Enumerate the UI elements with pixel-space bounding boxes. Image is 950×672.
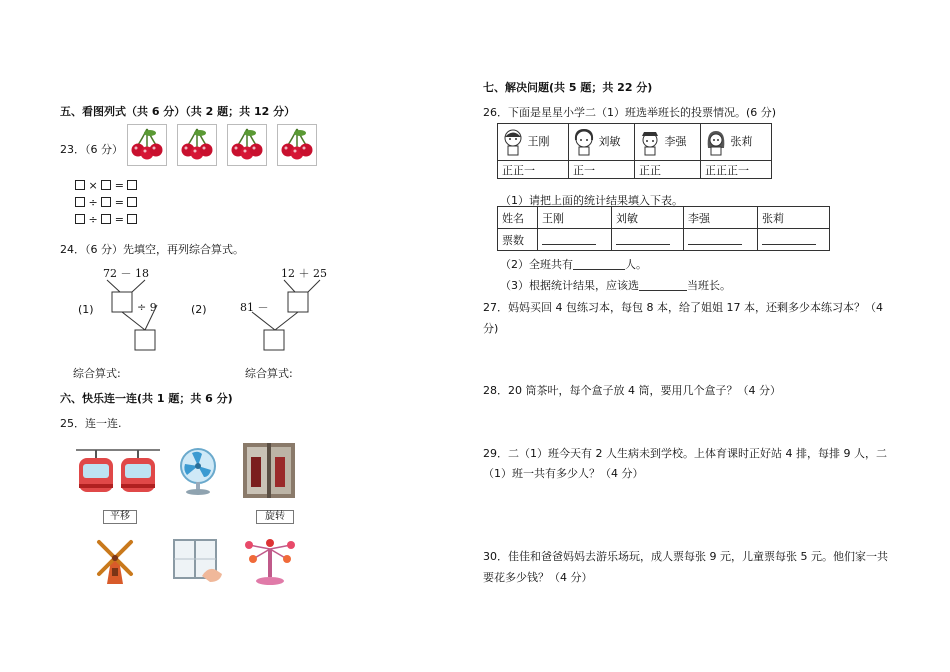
translate-tag[interactable]: 平移 xyxy=(103,510,137,524)
section7-title: 七、解决问题(共 5 题；共 22 分) xyxy=(483,81,653,94)
candidate-name: 刘敏 xyxy=(598,135,621,148)
cherry-image xyxy=(127,124,167,166)
candidate-cell xyxy=(498,124,569,161)
q28-line1: 28．20 筒茶叶，每个盒子放 4 筒，要用几个盒子？（4 分） xyxy=(483,384,781,397)
header-cell: 王刚 xyxy=(538,207,612,229)
combined-formula-label: 综合算式: xyxy=(73,367,121,380)
candidate-cell xyxy=(569,124,635,161)
answer-box[interactable] xyxy=(127,180,137,190)
answer-box[interactable] xyxy=(101,180,111,190)
candidate-name: 李强 xyxy=(664,135,687,148)
answer-blank[interactable] xyxy=(542,244,596,245)
operator: ÷ xyxy=(88,213,98,226)
cherry-image xyxy=(177,124,217,166)
answer-blank[interactable] xyxy=(573,269,625,270)
answer-box[interactable] xyxy=(75,214,85,224)
section5-title: 五、看图列式（共 6 分）（共 2 题；共 12 分） xyxy=(60,105,296,118)
boy-cap-avatar-icon xyxy=(639,128,661,156)
cherry-image xyxy=(277,124,317,166)
votes-input-cell[interactable] xyxy=(612,229,684,251)
equation-row xyxy=(75,213,137,226)
candidate-cell xyxy=(635,124,701,161)
vote-count-table xyxy=(497,206,830,251)
q23-label: 23．（6 分） xyxy=(60,143,123,156)
q29-line1: 29．二（1）班今天有 2 人生病未到学校。上体育课时正好站 4 排，每排 9 人，二 xyxy=(483,447,887,460)
tally-row xyxy=(498,161,772,179)
tally-cell: 正正 xyxy=(635,161,701,179)
q25-label: 25．连一连. xyxy=(60,417,122,430)
answer-box[interactable] xyxy=(127,214,137,224)
q30-line2: 要花多少钱？（4 分） xyxy=(483,571,593,584)
votes-row xyxy=(498,229,830,251)
candidate-row xyxy=(498,124,772,161)
operator: ÷ xyxy=(88,196,98,209)
tally-cell: 正正一 xyxy=(498,161,569,179)
q27-line2: 分) xyxy=(483,322,499,335)
answer-box[interactable] xyxy=(101,197,111,207)
answer-blank[interactable] xyxy=(762,244,816,245)
part-number: (1) xyxy=(78,303,94,316)
swing-ride-image[interactable] xyxy=(243,537,297,587)
answer-blank[interactable] xyxy=(688,244,742,245)
vote-tally-table xyxy=(497,123,772,179)
electric-fan-image[interactable] xyxy=(175,446,221,496)
q27-line1: 27．妈妈买回 4 包练习本，每包 8 本，给了姐姐 17 本，还剩多少本练习本？（4 xyxy=(483,301,883,314)
revolving-door-image[interactable] xyxy=(243,443,295,498)
windmill-image[interactable] xyxy=(93,538,137,586)
votes-input-cell[interactable] xyxy=(684,229,758,251)
tally-cell: 正正正一 xyxy=(701,161,772,179)
header-row xyxy=(498,207,830,229)
q26-sub1: （1）请把上面的统计结果填入下表。 xyxy=(500,194,683,207)
header-cell: 姓名 xyxy=(498,207,538,229)
candidate-cell xyxy=(701,124,772,161)
header-cell: 刘敏 xyxy=(612,207,684,229)
equals-sign: = xyxy=(114,196,124,209)
q26-sub3: （3）根据统计结果，应该选 当班长。 xyxy=(500,279,731,292)
section6-title: 六、快乐连一连(共 1 题；共 6 分) xyxy=(60,392,233,405)
answer-box[interactable] xyxy=(101,214,111,224)
part-number: (2) xyxy=(191,303,207,316)
cherry-image xyxy=(227,124,267,166)
equation-row xyxy=(75,179,137,192)
header-cell: 张莉 xyxy=(758,207,830,229)
candidate-name: 张莉 xyxy=(730,135,753,148)
header-cell: 李强 xyxy=(684,207,758,229)
girl-avatar-icon xyxy=(573,128,595,156)
answer-blank[interactable] xyxy=(616,244,670,245)
equals-sign: = xyxy=(114,179,124,192)
cable-car-image[interactable] xyxy=(76,444,160,496)
answer-box[interactable] xyxy=(75,180,85,190)
votes-input-cell[interactable] xyxy=(758,229,830,251)
candidate-name: 王刚 xyxy=(527,135,550,148)
answer-blank[interactable] xyxy=(639,290,687,291)
tally-cell: 正一 xyxy=(569,161,635,179)
answer-box[interactable] xyxy=(75,197,85,207)
q24-label: 24．（6 分）先填空，再列综合算式。 xyxy=(60,243,244,256)
q26-label: 26．下面是星星小学二（1）班选举班长的投票情况。(6 分) xyxy=(483,106,777,119)
equals-sign: = xyxy=(114,213,124,226)
q29-line2: （1）班一共有多少人？（4 分） xyxy=(483,467,644,480)
combined-formula-label: 综合算式: xyxy=(245,367,293,380)
girl-long-hair-avatar-icon xyxy=(705,128,727,156)
q24-operation: ÷ 9 xyxy=(137,301,157,314)
sliding-window-image[interactable] xyxy=(172,538,224,584)
boy-avatar-icon xyxy=(502,128,524,156)
calculation-tree xyxy=(100,275,170,355)
rotate-tag[interactable]: 旋转 xyxy=(256,510,294,524)
votes-input-cell[interactable] xyxy=(538,229,612,251)
q26-sub2: （2）全班共有 人。 xyxy=(500,258,647,271)
equation-row xyxy=(75,196,137,209)
operator: × xyxy=(88,179,98,192)
calculation-tree xyxy=(240,275,330,355)
q24-operation: 81 － xyxy=(240,301,269,314)
q24-expression-top: 72 － 18 xyxy=(103,267,149,280)
q30-line1: 30．佳佳和爸爸妈妈去游乐场玩，成人票每张 9 元，儿童票每张 5 元。他们家一共 xyxy=(483,550,888,563)
answer-box[interactable] xyxy=(127,197,137,207)
votes-label: 票数 xyxy=(498,229,538,251)
q24-expression-top: 12 ＋ 25 xyxy=(281,267,327,280)
